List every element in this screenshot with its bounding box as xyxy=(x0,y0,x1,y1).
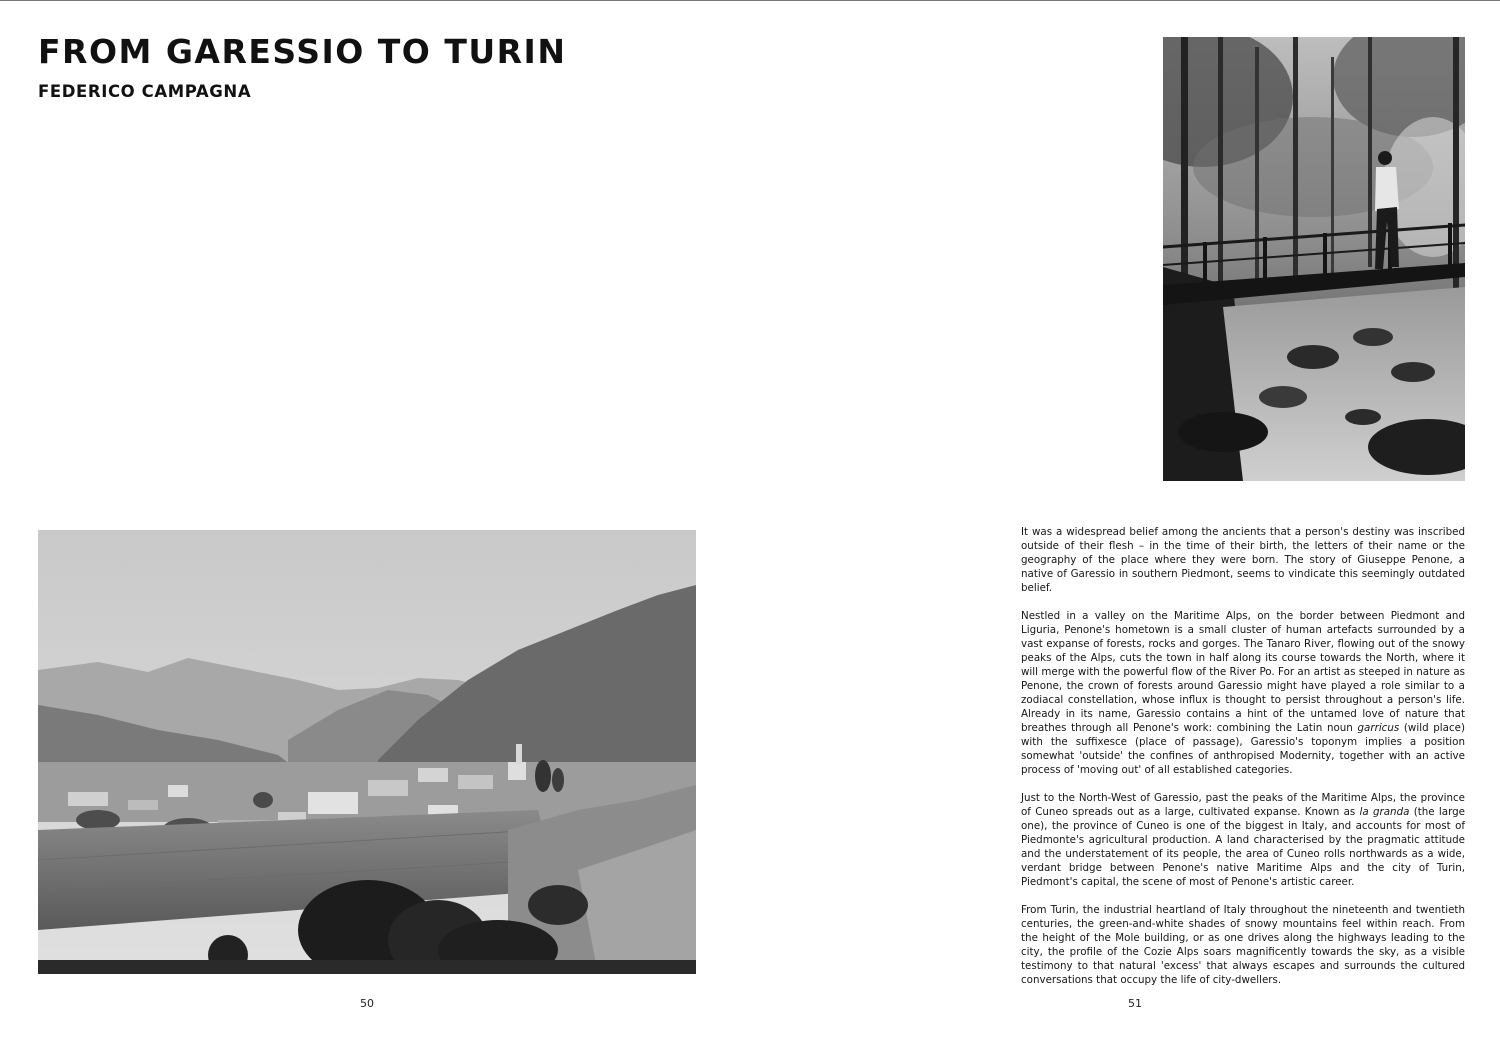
paragraph-1: It was a widespread belief among the ancients that a person's destiny was inscribed outside of their flesh – in the time of their birth, the letters of their name or the geography of the place where they were born. The story of Giuseppe Penone, a native of Garessio in southern Piedmont, seems to vindicate this seemingly outdated belief. xyxy=(1021,526,1465,594)
paragraph-3-italic: la granda xyxy=(1359,806,1410,818)
paragraph-3-text-b: (the large one), the province of Cuneo is one of the biggest in Italy, and accounts for most of Piedmonte's agricultural production. A land characterised by the pragmatic attitude and the understatement of its people, the area of Cuneo rolls northwards as a wide, verdant bridge between Penone's native Maritime Alps and the city of Turin, Piedmont's capital, the scene of most of Penone's artistic career. xyxy=(1021,806,1465,888)
paragraph-3-text-a: Just to the North-West of Garessio, past the peaks of the Maritime Alps, the province of Cuneo spreads out as a large, cultivated expanse. Known as xyxy=(1021,792,1465,818)
paragraph-2 xyxy=(1021,609,1465,777)
top-rule xyxy=(0,0,1500,1)
bridge-photo xyxy=(1163,37,1465,481)
page-number-left: 50 xyxy=(360,997,374,1010)
valley-photo-graphic xyxy=(38,530,696,974)
paragraph-2-text-a: Nestled in a valley on the Maritime Alps, on the border between Piedmont and Liguria, Penone's hometown is a small cluster of human artefacts surrounded by a vast expanse of forests, rocks and gorges. The Tanaro River, flowing out of the snowy peaks of the Alps, cuts the town in half along its course towards the North, where it will merge with the powerful flow of the River Po. For an artist as steeped in nature as Penone, the crown of forests around Garessio might have played a role similar to a zodiacal constellation, whose influx is thought to persist throughout a person's life. Already in its name, Garessio contains a hint of the untamed love of nature that breathes through all Penone's work: combining the Latin noun xyxy=(1021,610,1465,734)
paragraph-2-text-b: (wild place) with the suffixesce (place of passage), Garessio's toponym implies a position somewhat 'outside' the confines of anthropised Modernity, together with an active process of 'moving out' of all established categories. xyxy=(1021,722,1465,776)
bridge-photo-graphic xyxy=(1163,37,1465,481)
valley-photo xyxy=(38,530,696,974)
paragraph-2-italic: garricus xyxy=(1357,722,1400,734)
page-number-right: 51 xyxy=(1128,997,1142,1010)
article-body xyxy=(1021,525,1465,1001)
article-title: FROM GARESSIO TO TURIN xyxy=(38,32,567,71)
paragraph-3 xyxy=(1021,791,1465,889)
author-name: FEDERICO CAMPAGNA xyxy=(38,82,252,101)
paragraph-4: From Turin, the industrial heartland of Italy throughout the nineteenth and twentieth centuries, the green-and-white shades of snowy mountains feel within reach. From the height of the Mole building, or as one drives along the highways leading to the city, the profile of the Cozie Alps soars magnificently towards the sky, as a visible testimony to that natural 'excess' that always escapes and surrounds the cultured conversations that occupy the life of city-dwellers. xyxy=(1021,904,1465,986)
